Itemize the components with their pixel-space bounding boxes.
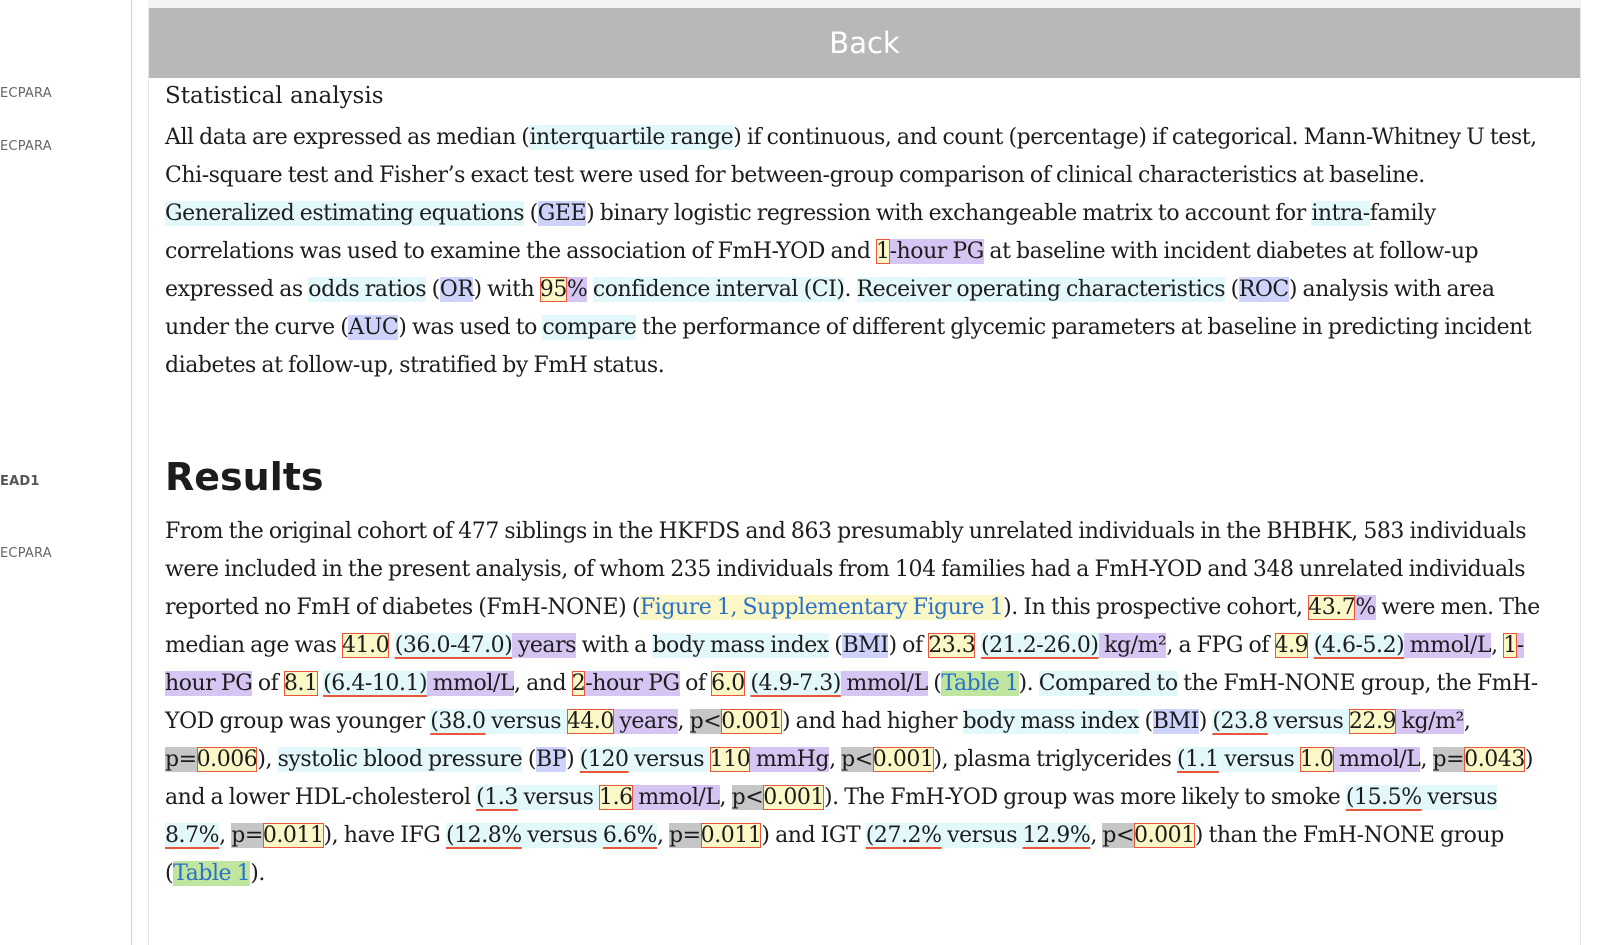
text-run	[1308, 633, 1314, 658]
annotated-unit: mmol/L	[632, 785, 720, 810]
annotated-abbreviation: ROC	[1238, 277, 1289, 302]
annotated-range: (21.2-26.0)	[980, 633, 1099, 658]
annotated-pvalue-operator: p=	[231, 823, 263, 848]
annotated-number: 41.0	[341, 633, 390, 658]
section-heading-statistical-analysis: Statistical analysis	[165, 83, 384, 109]
table-link[interactable]: Table 1	[173, 861, 251, 886]
annotated-number: 1	[1503, 633, 1517, 658]
annotated-comparison: versus	[1267, 709, 1349, 734]
text-run: ,	[719, 785, 732, 810]
annotated-comparison: versus	[1218, 747, 1300, 772]
text-run	[389, 633, 395, 658]
annotated-unit: years	[613, 709, 678, 734]
text-run: ), have IFG	[323, 823, 446, 848]
text-run: ).	[250, 861, 265, 886]
sidebar-label: ECPARA	[0, 546, 52, 561]
annotated-number: 22.9	[1348, 709, 1397, 734]
annotated-number: 44.0	[566, 709, 614, 734]
text-run: ) analysis with area under the curve (	[165, 277, 1495, 340]
annotated-term: body mass index	[962, 709, 1139, 734]
annotated-unit: -hour PG	[889, 239, 984, 264]
text-run: at baseline with incident diabetes at follow-up expressed as	[165, 239, 1479, 302]
text-run: (	[927, 671, 942, 696]
text-run: (	[1225, 277, 1239, 302]
annotated-pvalue-operator: p<	[841, 747, 873, 772]
annotated-term: confidence interval (CI)	[592, 277, 845, 302]
annotated-pvalue: 0.006	[196, 747, 258, 772]
annotated-term: Receiver operating characteristics	[856, 277, 1226, 302]
text-run: of	[252, 671, 284, 696]
text-run: ) with	[473, 277, 540, 302]
annotated-number: 1.0	[1299, 747, 1334, 772]
annotated-comparison: versus	[517, 785, 600, 810]
annotated-abbreviation: AUC	[348, 315, 399, 340]
annotated-comparison: (1.1	[1177, 747, 1219, 772]
annotated-pvalue-operator: p=	[165, 747, 197, 772]
annotated-unit: kg/m²	[1396, 709, 1464, 734]
sidebar-label: ECPARA	[0, 86, 52, 101]
annotated-pvalue: 0.001	[1134, 823, 1195, 848]
annotated-unit: mmol/L	[1404, 633, 1492, 658]
annotated-comparison: (27.2%	[865, 823, 942, 848]
text-run: ) was used to	[398, 315, 543, 340]
annotated-comparison: (1.3	[476, 785, 518, 810]
text-run: ).	[1018, 671, 1039, 696]
text-run: ). In this prospective cohort,	[1003, 595, 1309, 620]
text-run: ), plasma triglycerides	[933, 747, 1178, 772]
text-run: ,	[677, 709, 690, 734]
top-border	[148, 0, 1581, 8]
text-run: (	[828, 633, 843, 658]
annotated-number: 43.7	[1308, 595, 1356, 620]
annotated-unit: kg/m²	[1098, 633, 1167, 658]
annotated-number: 1.6	[599, 785, 633, 810]
text-run: (	[524, 201, 538, 226]
text-run: , and	[514, 671, 572, 696]
figure-link[interactable]: Figure 1, Supplementary Figure 1	[639, 595, 1004, 620]
paragraph-results	[165, 513, 1558, 893]
annotated-unit: -hour PG	[165, 633, 1524, 696]
text-run: of	[679, 671, 712, 696]
text-run: ) and had higher	[782, 709, 963, 734]
annotated-pvalue-operator: p<	[689, 709, 722, 734]
text-run: the performance of different glycemic parameters at baseline in predicting incident diabetes at follow-up, stratified by FmH status.	[165, 315, 1532, 378]
text-run: ,	[1090, 823, 1103, 848]
text-run: )	[1198, 709, 1213, 734]
sidebar-label: ECPARA	[0, 139, 52, 154]
annotated-term: systolic blood pressure	[277, 747, 523, 772]
text-run: ,	[1420, 747, 1433, 772]
annotated-abbreviation: BP	[536, 747, 567, 772]
annotated-pvalue-operator: p=	[1432, 747, 1465, 772]
annotated-number: 6.0	[711, 671, 745, 696]
text-run: ) if continuous, and count (percentage) if categorical. Mann-Whitney U test, Chi-square test and Fisher’s exact test were used for between-group comparison of clinical characteristics at baseline.	[165, 125, 1537, 188]
text-run: ) binary logistic regression with exchangeable matrix to account for	[586, 201, 1312, 226]
annotated-comparison: (120	[579, 747, 629, 772]
annotated-unit: %	[1355, 595, 1376, 620]
annotated-pvalue-operator: p=	[669, 823, 701, 848]
annotated-comparison: versus	[485, 709, 567, 734]
annotated-number: 8.1	[283, 671, 318, 696]
table-link[interactable]: Table 1	[941, 671, 1019, 696]
annotated-comparison: (38.0	[430, 709, 486, 734]
text-run: )	[566, 747, 580, 772]
annotated-comparison: (15.5%	[1345, 785, 1422, 810]
back-button[interactable]: Back	[149, 8, 1580, 78]
annotated-number: 2	[571, 671, 586, 696]
text-run: .	[844, 277, 857, 302]
text-run: (	[522, 747, 537, 772]
annotated-number: 1	[876, 239, 890, 264]
text-run: ,	[219, 823, 232, 848]
annotated-number: 4.9	[1274, 633, 1309, 658]
annotated-abbreviation: OR	[439, 277, 474, 302]
annotated-unit: years	[512, 633, 577, 658]
annotated-abbreviation: BMI	[1152, 709, 1199, 734]
text-run: family correlations was used to examine the association of FmH-YOD and	[165, 201, 1436, 264]
annotated-abbreviation: GEE	[537, 201, 587, 226]
annotated-abbreviation: BMI	[842, 633, 889, 658]
text-run: ). The FmH-YOD group was more likely to smoke	[823, 785, 1346, 810]
annotated-term: Generalized estimating equations	[165, 201, 525, 226]
annotated-term: intra-	[1311, 201, 1370, 226]
text-run: (	[426, 277, 440, 302]
text-run: ,	[1463, 709, 1471, 734]
annotated-term: compare	[542, 315, 637, 340]
annotated-comparison: versus	[1421, 785, 1498, 810]
annotated-comparison: (23.8	[1212, 709, 1268, 734]
text-run: , a FPG of	[1166, 633, 1275, 658]
annotated-comparison: 8.7%	[165, 823, 220, 848]
annotated-unit: mmol/L	[1333, 747, 1421, 772]
annotated-pvalue-operator: p<	[731, 785, 764, 810]
article-panel	[148, 8, 1581, 945]
annotation-sidebar	[0, 0, 132, 945]
text-run: ,	[1491, 633, 1504, 658]
text-run: ) and a lower HDL-cholesterol	[165, 747, 1534, 810]
text-run: the FmH-NONE group, the FmH-YOD group was younger	[165, 671, 1538, 734]
annotated-range: (4.6-5.2)	[1313, 633, 1405, 658]
paragraph-statistical-analysis	[165, 119, 1558, 385]
annotated-pvalue: 0.001	[721, 709, 782, 734]
annotated-term: odds ratios	[308, 277, 427, 302]
text-run: ,	[656, 823, 670, 848]
annotated-pvalue: 0.043	[1464, 747, 1525, 772]
article-body	[149, 81, 1580, 893]
annotated-unit: mmol/L	[840, 671, 928, 696]
annotated-number: 110	[709, 747, 751, 772]
annotated-unit: mmol/L	[427, 671, 515, 696]
annotated-comparison: 12.9%	[1022, 823, 1091, 848]
annotated-range: (36.0-47.0)	[394, 633, 513, 658]
annotated-pvalue: 0.011	[700, 823, 762, 848]
annotated-comparison: (12.8%	[445, 823, 522, 848]
text-run: with a	[576, 633, 653, 658]
annotated-comparison: versus	[941, 823, 1023, 848]
annotated-term: Compared to	[1038, 671, 1178, 696]
text-run: ) than the FmH-NONE group (	[165, 823, 1504, 886]
annotated-number: 95	[539, 277, 567, 302]
text-run: ) of	[888, 633, 929, 658]
annotated-term: body mass index	[652, 633, 829, 658]
annotated-term: interquartile range	[529, 125, 734, 150]
sidebar-label: EAD1	[0, 474, 40, 489]
text-run: From the original cohort of 477 siblings in the HKFDS and 863 presumably unrelated individuals in the BHBHK, 583 individuals were included in the present analysis, of whom 235 individuals from 104 families had a FmH-YOD and 348 unrelated individuals reported no FmH of diabetes (FmH-NONE) (	[165, 519, 1527, 620]
annotated-unit: mmHg	[750, 747, 830, 772]
annotated-pvalue: 0.001	[872, 747, 934, 772]
annotated-unit: %	[566, 277, 588, 302]
text-run: ),	[257, 747, 278, 772]
annotated-pvalue-operator: p<	[1102, 823, 1135, 848]
annotated-unit: -hour PG	[585, 671, 680, 696]
annotated-comparison: versus	[521, 823, 603, 848]
annotated-pvalue: 0.011	[262, 823, 324, 848]
annotated-range: (4.9-7.3)	[750, 671, 841, 696]
text-run: (	[1139, 709, 1153, 734]
section-heading-results: Results	[165, 455, 324, 499]
annotated-pvalue: 0.001	[763, 785, 824, 810]
text-run: were men. The median age was	[165, 595, 1540, 658]
text-run: ,	[829, 747, 842, 772]
annotated-comparison: 6.6%	[602, 823, 657, 848]
annotated-number: 23.3	[928, 633, 976, 658]
text-run: ) and IGT	[761, 823, 866, 848]
annotated-comparison: versus	[628, 747, 710, 772]
text-run: All data are expressed as median (	[165, 125, 530, 150]
annotated-range: (6.4-10.1)	[323, 671, 428, 696]
